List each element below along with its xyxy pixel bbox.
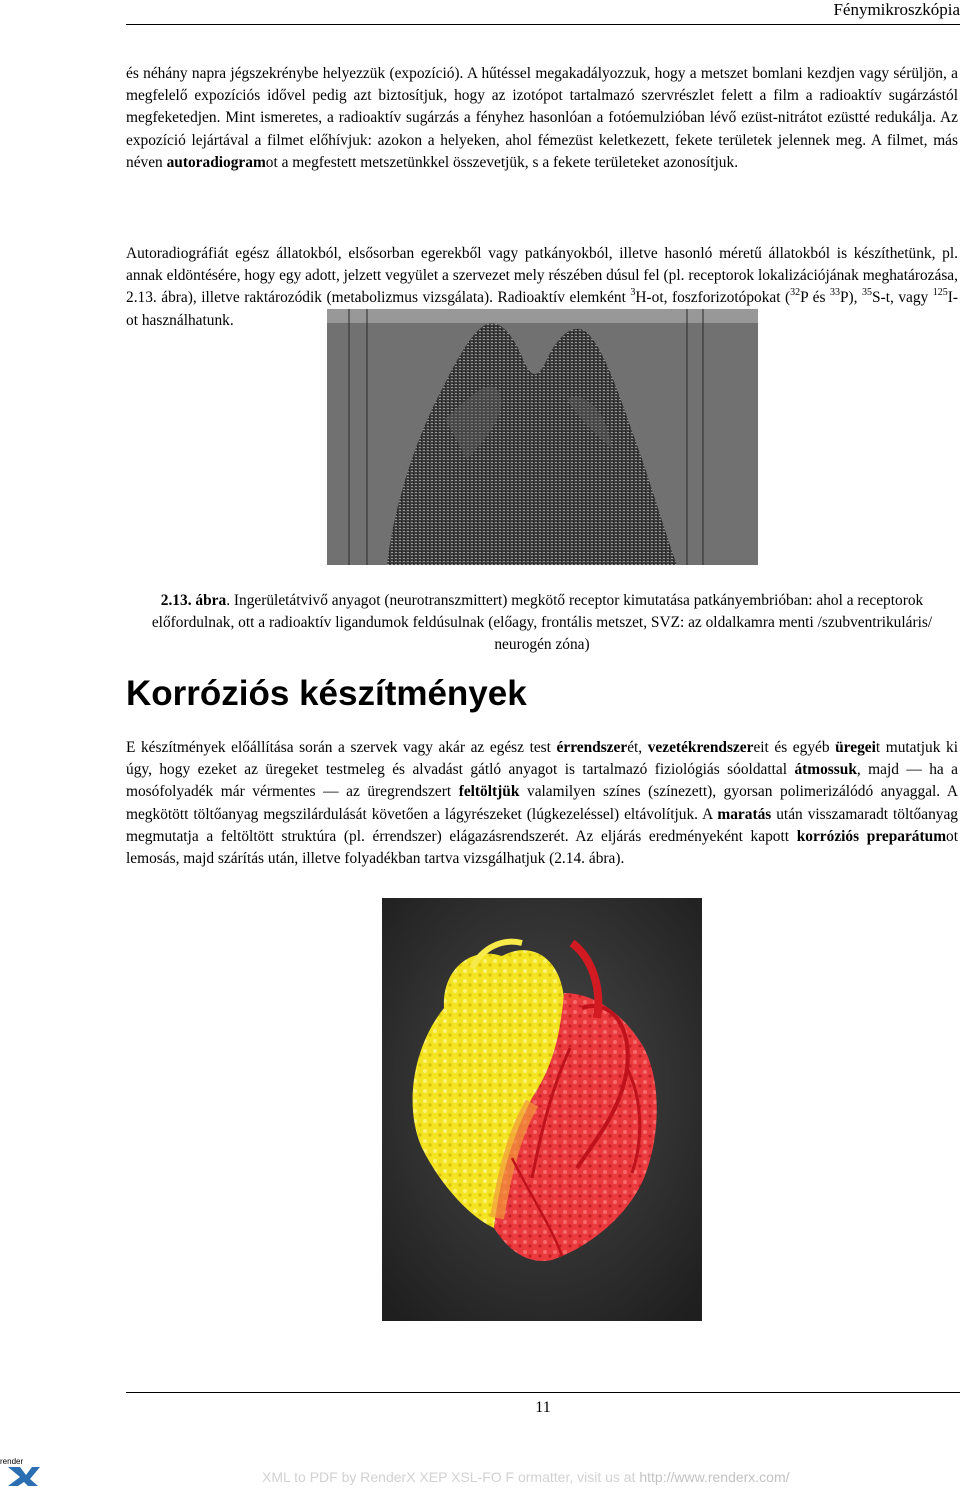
watermark-text: XML to PDF by RenderX XEP XSL-FO F ormatter, visit us at: [262, 1469, 640, 1485]
paragraph-autoradiography-exposure: és néhány napra jégszekrénybe helyezzük (expozíció). A hűtéssel megakadályozzuk, hogy a metszet bomlani kezdjen vagy sérüljön, a megfelelő expozíciós idővel pedig azt biztosítjuk, hogy az izotópot tartalmazó szervrészlet felett a film a radioaktív sugárzástól megfeketedjen. Mint ismeretes, a radioaktív sugárzás a fényhez hasonlóan a fotóemulzióban lévő ezüst-nitrátot ezüstté redukálja. Az expozíció lejártával a filmet előhívjuk: azokon a helyeken, ahol fémezüst keletkezett, fekete területek jelennek meg. A filmet, más néven autoradiogramot a megfestett metszetünkkel összevetjük, s a fekete területeket azonosítjuk.: [126, 65, 958, 171]
logo-text: render: [0, 1457, 24, 1466]
paragraph-whole-animal-autoradiography: Autoradiográfiát egész állatokból, elsősorban egerekből vagy patkányokból, illetve hasonló méretű állatokból is készíthetünk, pl. annak eldöntésére, hogy egy adott, jelzett vegyület a szervezet mely részében dúsul fel (pl. receptorok lokalizációjának meghatározása, 2.13. ábra), illetve raktározódik (metabolizmus vizsgálata). Radioaktív elemként $^3$H-ot, foszforizotópokat ($^{32}$P és $^{33}$P), $^{35}$S-t, vagy $^{125}$I-ot használhatunk.: [126, 245, 959, 329]
heart-cast-image: [382, 898, 702, 1321]
page-number: 11: [535, 1399, 551, 1416]
section-heading: Korróziós készítmények: [126, 674, 527, 713]
watermark: [262, 1468, 862, 1486]
corrosion-cast-figure: [382, 898, 702, 1321]
term-autoradiogram: autoradiogram: [166, 153, 266, 171]
running-header: [126, 0, 960, 25]
autoradiogram-figure: [327, 309, 758, 565]
footer-rule: [126, 1392, 960, 1393]
watermark-link[interactable]: http://www.renderx.com/: [639, 1469, 790, 1485]
renderx-logo-icon: [0, 1455, 42, 1486]
figure-caption-2-13: 2.13. ábra. Ingerületátvivő anyagot (neurotranszmittert) megkötő receptor kimutatása patkányembrióban: ahol a receptorok előfordulnak, ott a radioaktív ligandumok feldúsulnak (előagy, frontális metszet, SVZ: az oldalkamra menti /szubventrikuláris/ neurogén zóna): [151, 592, 933, 653]
paragraph-corrosion-preparations: E készítmények előállítása során a szervek vagy akár az egész test érrendszerét, vezetékrendszereit és egyéb üregeit mutatjuk ki úgy, hogy ezeket az üregeket testmeleg és alvadást gátló anyagot is tartalmazó fiziológiás sóoldattal átmossuk, majd — ha a mosófolyadék már vérmentes — az üregrendszert feltöltjük valamilyen színes (színezett), gyorsan polimerizálódó anyaggal. A megkötött töltőanyag megszilárdulását követően a lágyrészeket (lúgkezeléssel) eltávolítjuk. A maratás után visszamaradt töltőanyag megmutatja a feltöltött struktúra (pl. érrendszer) elágazásrendszerét. Az eljárás eredményeként kapott korróziós preparátumot lemosás, majd szárítás után, illetve folyadékban tartva vizsgálhatjuk (2.14. ábra).: [126, 739, 959, 868]
figure-label: 2.13. ábra: [160, 592, 227, 609]
header-title: Fénymikroszkópia: [833, 0, 960, 19]
renderx-logo: [0, 1455, 42, 1486]
autoradiogram-image: [327, 309, 758, 565]
